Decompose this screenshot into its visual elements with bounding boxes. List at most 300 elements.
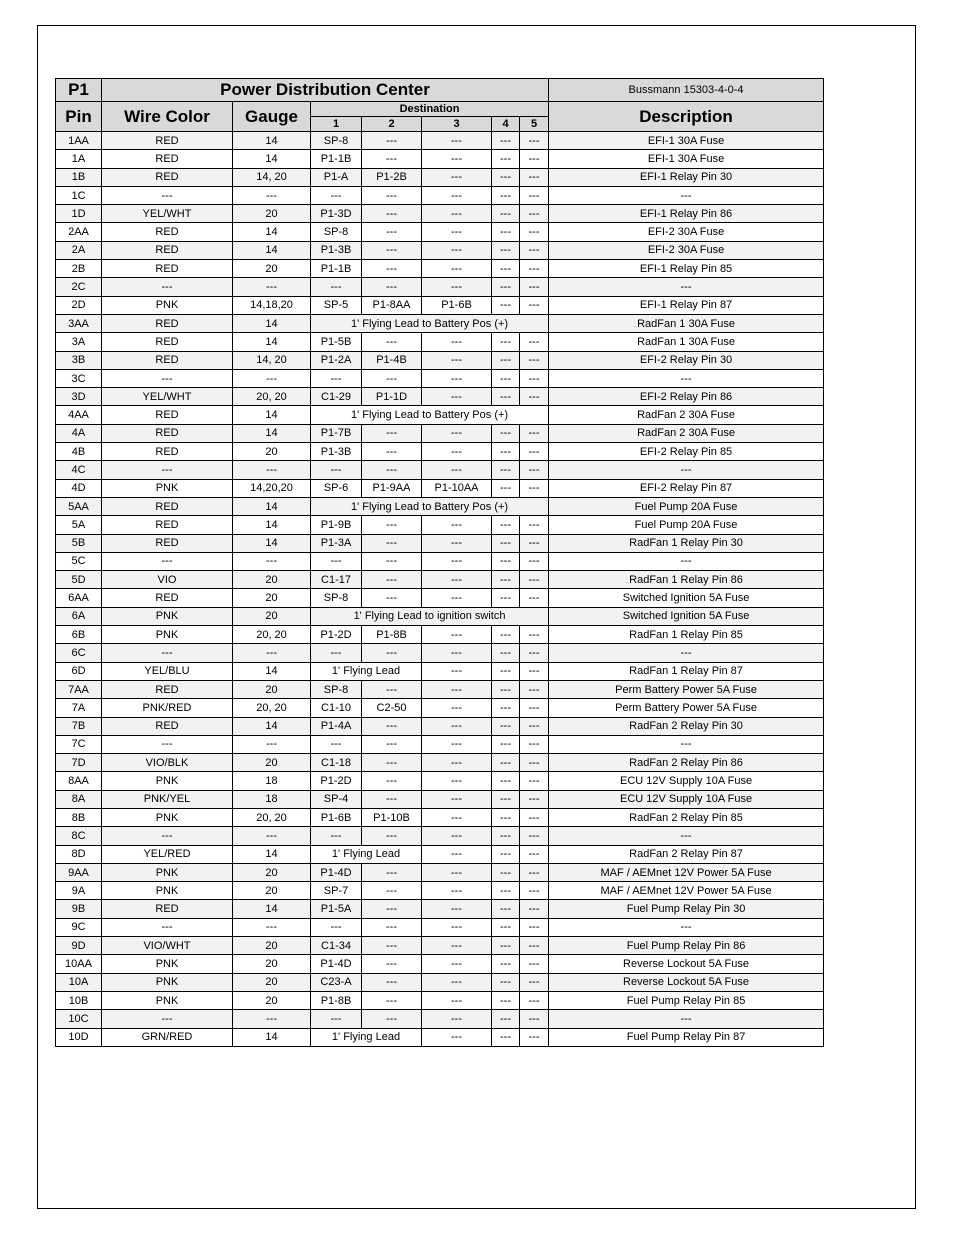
gauge-cell: 14, 20 [233, 351, 311, 369]
destination-cell-3: --- [422, 589, 492, 607]
gauge-cell: 20 [233, 955, 311, 973]
pin-cell: 10D [56, 1028, 102, 1046]
destination-cell-4: --- [492, 241, 520, 259]
gauge-cell: --- [233, 735, 311, 753]
destination-cell-2: --- [362, 754, 422, 772]
destination-cell-2: --- [362, 955, 422, 973]
destination-cell-1: C1-18 [311, 754, 362, 772]
description-cell: RadFan 1 30A Fuse [549, 333, 824, 351]
destination-cell-1: --- [311, 644, 362, 662]
destination-cell-1: --- [311, 918, 362, 936]
pin-cell: 6D [56, 662, 102, 680]
pin-cell: 7AA [56, 680, 102, 698]
destination-cell-3: --- [422, 150, 492, 168]
destination-cell-2: --- [362, 863, 422, 881]
destination-cell-4: --- [492, 863, 520, 881]
destination-cell-3: --- [422, 223, 492, 241]
destination-cell-5: --- [520, 644, 549, 662]
description-cell: Switched Ignition 5A Fuse [549, 589, 824, 607]
gauge-cell: 14 [233, 845, 311, 863]
destination-cell-2: --- [362, 991, 422, 1009]
destination-cell-4: --- [492, 296, 520, 314]
description-cell: --- [549, 918, 824, 936]
destination-cell-5: --- [520, 772, 549, 790]
destination-cell-5: --- [520, 845, 549, 863]
gauge-cell: 14 [233, 333, 311, 351]
wire-color-cell: --- [102, 369, 233, 387]
wire-color-cell: RED [102, 333, 233, 351]
wire-color-cell: --- [102, 461, 233, 479]
destination-cell-4: --- [492, 260, 520, 278]
destination-cell-1: --- [311, 369, 362, 387]
destination-note-cell: 1' Flying Lead to Battery Pos (+) [311, 497, 549, 515]
gauge-cell: 14 [233, 424, 311, 442]
col-header-dest-4: 4 [492, 117, 520, 132]
destination-cell-1: C23-A [311, 973, 362, 991]
destination-cell-4: --- [492, 479, 520, 497]
pin-cell: 10A [56, 973, 102, 991]
wire-color-cell: RED [102, 260, 233, 278]
connector-label: P1 [56, 79, 102, 102]
table-row [56, 772, 824, 790]
gauge-cell: --- [233, 644, 311, 662]
pin-cell: 7A [56, 699, 102, 717]
destination-cell-3: --- [422, 717, 492, 735]
destination-cell-4: --- [492, 278, 520, 296]
destination-cell-3: --- [422, 168, 492, 186]
destination-cell-4: --- [492, 991, 520, 1009]
description-cell: --- [549, 1010, 824, 1028]
wire-color-cell: RED [102, 497, 233, 515]
destination-cell-4: --- [492, 168, 520, 186]
wire-color-cell: RED [102, 443, 233, 461]
destination-cell-1: P1-1B [311, 150, 362, 168]
destination-cell-3: --- [422, 735, 492, 753]
destination-cell-4: --- [492, 333, 520, 351]
description-cell: Reverse Lockout 5A Fuse [549, 973, 824, 991]
table-row [56, 516, 824, 534]
gauge-cell: 20, 20 [233, 388, 311, 406]
destination-cell-2: P1-8AA [362, 296, 422, 314]
pin-cell: 6A [56, 607, 102, 625]
table-row [56, 973, 824, 991]
pin-cell: 1A [56, 150, 102, 168]
destination-note-cell: 1' Flying Lead [311, 845, 422, 863]
gauge-cell: 20 [233, 589, 311, 607]
destination-cell-1: SP-6 [311, 479, 362, 497]
destination-cell-5: --- [520, 571, 549, 589]
pin-cell: 10AA [56, 955, 102, 973]
table-row [56, 680, 824, 698]
destination-cell-5: --- [520, 424, 549, 442]
description-cell: RadFan 2 Relay Pin 86 [549, 754, 824, 772]
wire-color-cell: --- [102, 278, 233, 296]
description-cell: Reverse Lockout 5A Fuse [549, 955, 824, 973]
wire-color-cell: PNK [102, 296, 233, 314]
destination-cell-1: P1-2D [311, 626, 362, 644]
gauge-cell: --- [233, 827, 311, 845]
description-cell: RadFan 1 Relay Pin 87 [549, 662, 824, 680]
destination-note-cell: 1' Flying Lead to ignition switch [311, 607, 549, 625]
wire-color-cell: YEL/WHT [102, 388, 233, 406]
gauge-cell: 20 [233, 260, 311, 278]
destination-cell-4: --- [492, 790, 520, 808]
destination-cell-4: --- [492, 351, 520, 369]
gauge-cell: 20, 20 [233, 808, 311, 826]
gauge-cell: 20 [233, 571, 311, 589]
pin-cell: 7B [56, 717, 102, 735]
destination-cell-5: --- [520, 333, 549, 351]
destination-cell-1: SP-8 [311, 132, 362, 150]
gauge-cell: 20 [233, 863, 311, 881]
destination-cell-2: --- [362, 132, 422, 150]
destination-cell-3: --- [422, 205, 492, 223]
wire-color-cell: --- [102, 827, 233, 845]
description-cell: Switched Ignition 5A Fuse [549, 607, 824, 625]
description-cell: RadFan 2 Relay Pin 87 [549, 845, 824, 863]
destination-cell-4: --- [492, 516, 520, 534]
description-cell: RadFan 2 30A Fuse [549, 406, 824, 424]
pin-cell: 9C [56, 918, 102, 936]
destination-cell-2: --- [362, 589, 422, 607]
destination-cell-3: --- [422, 424, 492, 442]
description-cell: ECU 12V Supply 10A Fuse [549, 790, 824, 808]
destination-cell-4: --- [492, 918, 520, 936]
wire-color-cell: PNK [102, 991, 233, 1009]
destination-note-cell: 1' Flying Lead to Battery Pos (+) [311, 406, 549, 424]
destination-cell-4: --- [492, 461, 520, 479]
description-cell: --- [549, 735, 824, 753]
gauge-cell: 14 [233, 662, 311, 680]
destination-cell-5: --- [520, 790, 549, 808]
wire-color-cell: RED [102, 516, 233, 534]
pin-cell: 7C [56, 735, 102, 753]
gauge-cell: --- [233, 918, 311, 936]
destination-cell-5: --- [520, 973, 549, 991]
description-cell: --- [549, 186, 824, 204]
table-row [56, 863, 824, 881]
description-cell: EFI-2 Relay Pin 86 [549, 388, 824, 406]
table-row [56, 717, 824, 735]
destination-cell-2: --- [362, 790, 422, 808]
destination-cell-3: --- [422, 973, 492, 991]
destination-cell-4: --- [492, 955, 520, 973]
destination-cell-1: P1-4D [311, 955, 362, 973]
table-header [56, 79, 824, 132]
pin-cell: 8AA [56, 772, 102, 790]
destination-cell-2: --- [362, 223, 422, 241]
destination-cell-5: --- [520, 461, 549, 479]
destination-cell-4: --- [492, 424, 520, 442]
pin-cell: 8A [56, 790, 102, 808]
destination-cell-2: P1-4B [362, 351, 422, 369]
wire-color-cell: GRN/RED [102, 1028, 233, 1046]
pin-cell: 2D [56, 296, 102, 314]
destination-cell-4: --- [492, 808, 520, 826]
description-cell: Fuel Pump 20A Fuse [549, 497, 824, 515]
table-row [56, 626, 824, 644]
pin-cell: 2A [56, 241, 102, 259]
pin-cell: 8C [56, 827, 102, 845]
destination-cell-1: C1-10 [311, 699, 362, 717]
description-cell: Fuel Pump Relay Pin 87 [549, 1028, 824, 1046]
table-row [56, 955, 824, 973]
destination-cell-2: --- [362, 516, 422, 534]
wire-color-cell: PNK [102, 626, 233, 644]
destination-cell-3: P1-10AA [422, 479, 492, 497]
table-row [56, 552, 824, 570]
destination-cell-3: --- [422, 790, 492, 808]
destination-cell-1: C1-17 [311, 571, 362, 589]
destination-cell-4: --- [492, 662, 520, 680]
table-row [56, 278, 824, 296]
destination-cell-2: --- [362, 882, 422, 900]
wire-color-cell: --- [102, 735, 233, 753]
gauge-cell: 20 [233, 754, 311, 772]
destination-cell-3: --- [422, 955, 492, 973]
table-row [56, 1010, 824, 1028]
destination-cell-4: --- [492, 699, 520, 717]
destination-cell-2: C2-50 [362, 699, 422, 717]
destination-cell-1: P1-3B [311, 443, 362, 461]
destination-cell-3: --- [422, 662, 492, 680]
wire-color-cell: PNK/RED [102, 699, 233, 717]
gauge-cell: 14 [233, 497, 311, 515]
col-header-pin: Pin [56, 102, 102, 132]
destination-cell-4: --- [492, 754, 520, 772]
destination-cell-2: P1-8B [362, 626, 422, 644]
table-row [56, 900, 824, 918]
destination-cell-4: --- [492, 552, 520, 570]
description-cell: RadFan 2 Relay Pin 30 [549, 717, 824, 735]
table-row [56, 461, 824, 479]
destination-cell-3: --- [422, 1010, 492, 1028]
pin-cell: 5A [56, 516, 102, 534]
description-cell: --- [549, 369, 824, 387]
destination-cell-1: C1-29 [311, 388, 362, 406]
destination-cell-4: --- [492, 534, 520, 552]
wire-color-cell: PNK [102, 772, 233, 790]
destination-cell-4: --- [492, 150, 520, 168]
destination-cell-5: --- [520, 223, 549, 241]
pin-cell: 5B [56, 534, 102, 552]
table-row [56, 424, 824, 442]
destination-cell-1: P1-2D [311, 772, 362, 790]
pin-cell: 4A [56, 424, 102, 442]
table-row [56, 790, 824, 808]
gauge-cell: 14 [233, 150, 311, 168]
destination-cell-2: --- [362, 333, 422, 351]
destination-cell-1: P1-4A [311, 717, 362, 735]
destination-cell-5: --- [520, 552, 549, 570]
destination-cell-1: --- [311, 461, 362, 479]
destination-cell-1: P1-7B [311, 424, 362, 442]
destination-cell-3: --- [422, 900, 492, 918]
table-row [56, 168, 824, 186]
pin-cell: 5D [56, 571, 102, 589]
pin-cell: 1AA [56, 132, 102, 150]
destination-cell-1: SP-8 [311, 680, 362, 698]
col-header-wire-color: Wire Color [102, 102, 233, 132]
gauge-cell: --- [233, 278, 311, 296]
destination-cell-3: --- [422, 863, 492, 881]
description-cell: RadFan 1 Relay Pin 30 [549, 534, 824, 552]
gauge-cell: 20 [233, 607, 311, 625]
destination-cell-4: --- [492, 589, 520, 607]
col-header-description: Description [549, 102, 824, 132]
destination-cell-4: --- [492, 626, 520, 644]
gauge-cell: 14 [233, 1028, 311, 1046]
table-row [56, 314, 824, 332]
gauge-cell: --- [233, 552, 311, 570]
wire-color-cell: --- [102, 186, 233, 204]
description-cell: EFI-1 30A Fuse [549, 150, 824, 168]
destination-cell-5: --- [520, 534, 549, 552]
description-cell: Fuel Pump 20A Fuse [549, 516, 824, 534]
pin-cell: 9B [56, 900, 102, 918]
pin-cell: 10B [56, 991, 102, 1009]
wire-color-cell: VIO/BLK [102, 754, 233, 772]
wire-color-cell: RED [102, 717, 233, 735]
destination-cell-1: --- [311, 735, 362, 753]
gauge-cell: 18 [233, 772, 311, 790]
gauge-cell: 14 [233, 223, 311, 241]
table-title: Power Distribution Center [102, 79, 549, 102]
gauge-cell: 20 [233, 443, 311, 461]
gauge-cell: 20 [233, 680, 311, 698]
destination-cell-4: --- [492, 132, 520, 150]
destination-cell-5: --- [520, 150, 549, 168]
destination-cell-2: --- [362, 772, 422, 790]
table-row [56, 497, 824, 515]
description-cell: RadFan 1 Relay Pin 86 [549, 571, 824, 589]
table-row [56, 479, 824, 497]
wire-color-cell: PNK [102, 882, 233, 900]
wire-color-cell: RED [102, 168, 233, 186]
part-number: Bussmann 15303-4-0-4 [549, 79, 824, 102]
destination-cell-2: --- [362, 241, 422, 259]
table-row [56, 827, 824, 845]
pin-cell: 3C [56, 369, 102, 387]
table-row [56, 132, 824, 150]
destination-cell-2: --- [362, 571, 422, 589]
destination-cell-4: --- [492, 1010, 520, 1028]
description-cell: Perm Battery Power 5A Fuse [549, 699, 824, 717]
destination-cell-2: --- [362, 680, 422, 698]
wire-color-cell: PNK [102, 479, 233, 497]
description-cell: EFI-2 Relay Pin 30 [549, 351, 824, 369]
destination-cell-3: --- [422, 443, 492, 461]
destination-cell-3: --- [422, 754, 492, 772]
destination-cell-3: --- [422, 626, 492, 644]
destination-cell-4: --- [492, 369, 520, 387]
gauge-cell: 14,18,20 [233, 296, 311, 314]
destination-cell-5: --- [520, 351, 549, 369]
wire-color-cell: RED [102, 534, 233, 552]
destination-cell-3: --- [422, 1028, 492, 1046]
pin-cell: 6C [56, 644, 102, 662]
destination-cell-2: --- [362, 260, 422, 278]
destination-cell-5: --- [520, 900, 549, 918]
destination-cell-3: --- [422, 845, 492, 863]
destination-cell-1: P1-4D [311, 863, 362, 881]
destination-cell-3: --- [422, 827, 492, 845]
destination-note-cell: 1' Flying Lead [311, 662, 422, 680]
pin-cell: 10C [56, 1010, 102, 1028]
destination-cell-4: --- [492, 882, 520, 900]
col-header-dest-5: 5 [520, 117, 549, 132]
gauge-cell: 14 [233, 314, 311, 332]
description-cell: --- [549, 552, 824, 570]
pin-cell: 6AA [56, 589, 102, 607]
table-row [56, 406, 824, 424]
table-body [56, 132, 824, 1047]
pin-cell: 4C [56, 461, 102, 479]
description-cell: --- [549, 278, 824, 296]
wire-color-cell: --- [102, 552, 233, 570]
destination-cell-4: --- [492, 443, 520, 461]
description-cell: EFI-1 Relay Pin 87 [549, 296, 824, 314]
gauge-cell: 14 [233, 132, 311, 150]
destination-cell-1: P1-3D [311, 205, 362, 223]
table-row [56, 662, 824, 680]
destination-cell-1: P1-1B [311, 260, 362, 278]
pin-cell: 2B [56, 260, 102, 278]
destination-cell-1: P1-3A [311, 534, 362, 552]
destination-cell-5: --- [520, 1010, 549, 1028]
destination-cell-5: --- [520, 662, 549, 680]
destination-cell-5: --- [520, 388, 549, 406]
destination-cell-3: --- [422, 260, 492, 278]
table-row [56, 223, 824, 241]
destination-cell-2: --- [362, 973, 422, 991]
destination-cell-5: --- [520, 882, 549, 900]
pin-cell: 3A [56, 333, 102, 351]
destination-cell-2: --- [362, 205, 422, 223]
description-cell: EFI-2 Relay Pin 85 [549, 443, 824, 461]
wire-color-cell: PNK [102, 973, 233, 991]
destination-cell-2: --- [362, 369, 422, 387]
description-cell: EFI-1 30A Fuse [549, 132, 824, 150]
col-header-dest-3: 3 [422, 117, 492, 132]
table-row [56, 571, 824, 589]
table-row [56, 589, 824, 607]
wire-color-cell: --- [102, 644, 233, 662]
description-cell: Perm Battery Power 5A Fuse [549, 680, 824, 698]
destination-cell-1: --- [311, 186, 362, 204]
wire-color-cell: YEL/BLU [102, 662, 233, 680]
destination-cell-1: SP-7 [311, 882, 362, 900]
wire-color-cell: YEL/WHT [102, 205, 233, 223]
pin-cell: 8D [56, 845, 102, 863]
gauge-cell: --- [233, 369, 311, 387]
description-cell: EFI-1 Relay Pin 30 [549, 168, 824, 186]
gauge-cell: 14 [233, 534, 311, 552]
destination-cell-2: --- [362, 186, 422, 204]
destination-cell-3: --- [422, 571, 492, 589]
destination-cell-1: C1-34 [311, 937, 362, 955]
col-header-dest-1: 1 [311, 117, 362, 132]
pin-cell: 3AA [56, 314, 102, 332]
pin-cell: 2C [56, 278, 102, 296]
wire-color-cell: RED [102, 150, 233, 168]
description-cell: EFI-2 Relay Pin 87 [549, 479, 824, 497]
destination-cell-4: --- [492, 680, 520, 698]
table-row [56, 534, 824, 552]
table-row [56, 296, 824, 314]
col-header-destination: Destination [311, 102, 549, 117]
wire-color-cell: --- [102, 1010, 233, 1028]
